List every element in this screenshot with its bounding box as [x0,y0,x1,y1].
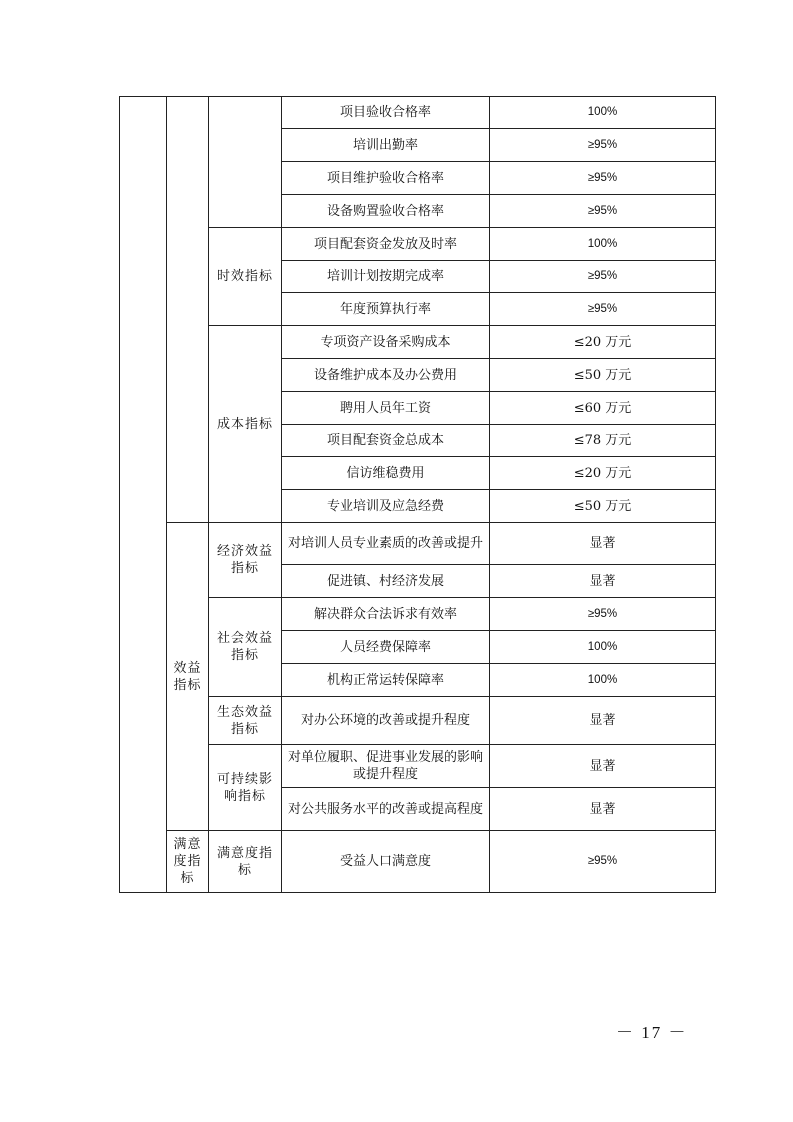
performance-indicator-table [119,96,716,893]
level1-indicator-cell [120,97,167,893]
indicator-name: 项目维护验收合格率 [282,162,490,195]
indicator-name: 设备购置验收合格率 [282,195,490,228]
indicator-value: ≥95% [490,293,716,326]
level2-indicator-cell [167,97,209,523]
indicator-value: ≤20 万元 [490,457,716,490]
indicator-name: 对单位履职、促进事业发展的影响或提升程度 [282,745,490,788]
indicator-name: 解决群众合法诉求有效率 [282,598,490,631]
indicator-value: ≤50 万元 [490,490,716,523]
category-satisfaction: 满意度指标 [209,831,282,893]
indicator-name: 专项资产设备采购成本 [282,326,490,359]
indicator-name: 设备维护成本及办公费用 [282,359,490,392]
indicator-name: 培训计划按期完成率 [282,261,490,293]
indicator-name: 对办公环境的改善或提升程度 [282,697,490,745]
indicator-name: 项目验收合格率 [282,97,490,129]
indicator-name: 专业培训及应急经费 [282,490,490,523]
indicator-value: ≤50 万元 [490,359,716,392]
indicator-name: 对公共服务水平的改善或提高程度 [282,788,490,831]
indicator-value: ≤78 万元 [490,425,716,457]
category-ecological-benefit: 生态效益指标 [209,697,282,745]
indicator-value: 100% [490,97,716,129]
indicator-value: 显著 [490,745,716,788]
indicator-value: 100% [490,664,716,697]
indicator-name: 聘用人员年工资 [282,392,490,425]
indicator-name: 项目配套资金发放及时率 [282,228,490,261]
indicator-value: ≤20 万元 [490,326,716,359]
indicator-value: ≥95% [490,261,716,293]
category-cost: 成本指标 [209,326,282,523]
indicator-value: ≥95% [490,598,716,631]
group-benefit-indicators: 效益指标 [167,523,209,831]
indicator-name: 项目配套资金总成本 [282,425,490,457]
category-timeliness: 时效指标 [209,228,282,326]
group-satisfaction-indicators: 满意度指标 [167,831,209,893]
indicator-value: ≥95% [490,129,716,162]
indicator-name: 受益人口满意度 [282,831,490,893]
level3-category-cell [209,97,282,228]
page-number: － 17 － [616,1023,688,1042]
indicator-value: 显著 [490,565,716,598]
indicator-name: 培训出勤率 [282,129,490,162]
indicator-value: 显著 [490,697,716,745]
indicator-value: 100% [490,228,716,261]
indicator-name: 对培训人员专业素质的改善或提升 [282,523,490,565]
category-economic-benefit: 经济效益指标 [209,523,282,598]
indicator-name: 信访维稳费用 [282,457,490,490]
indicator-value: 100% [490,631,716,664]
indicator-name: 促进镇、村经济发展 [282,565,490,598]
indicator-name: 年度预算执行率 [282,293,490,326]
indicator-value: ≥95% [490,831,716,893]
indicator-name: 人员经费保障率 [282,631,490,664]
indicator-value: ≥95% [490,162,716,195]
indicator-value: ≤60 万元 [490,392,716,425]
indicator-value: 显著 [490,523,716,565]
category-social-benefit: 社会效益指标 [209,598,282,697]
category-sustainable-impact: 可持续影响指标 [209,745,282,831]
indicator-name: 机构正常运转保障率 [282,664,490,697]
indicator-value: ≥95% [490,195,716,228]
indicator-value: 显著 [490,788,716,831]
